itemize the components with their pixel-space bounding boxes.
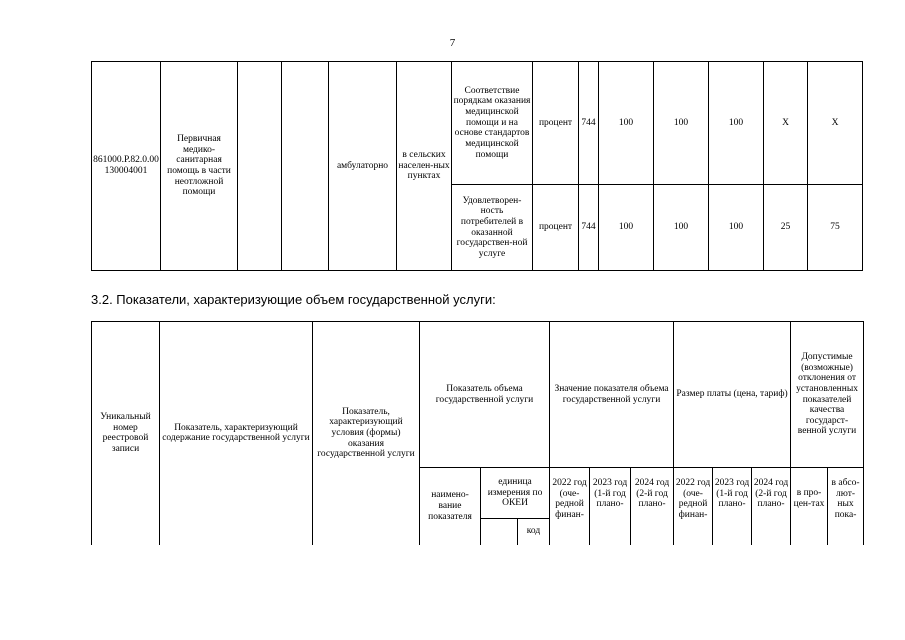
registry-number-cell: 861000.Р.82.0.00130004001 [92,62,161,271]
table-row [92,62,863,185]
value-2024-cell: 100 [709,185,764,271]
value-2024-cell: 100 [709,62,764,185]
header-indicator-name: наимено-вание показателя [420,468,481,545]
header-value-2024: 2024 год (2-й год плано- [631,468,674,545]
header-value: Значение показателя объема государственной услуги [550,322,674,468]
unit-cell: процент [533,185,579,271]
indicator-name-cell: Соответствие порядкам оказания медицинской помощи и на основе стандартов медицинской помощи [452,62,533,185]
header-fee-2023: 2023 год (1-й год плано- [713,468,752,545]
value-2022-cell: 100 [599,62,654,185]
header-volume: Показатель объема государственной услуги [420,322,550,468]
value-2023-cell: 100 [654,62,709,185]
code-cell: 744 [579,62,599,185]
indicator-name-cell: Удовлетворен-ность потребителей в оказанной государствен-ной услуге [452,185,533,271]
header-in-percent: в про-цен-тах [791,468,828,545]
value-2023-cell: 100 [654,185,709,271]
place-cell: в сельских населен-ных пунктах [397,62,452,271]
deviation-percent-cell: 25 [764,185,808,271]
table-header-row [92,322,864,468]
unit-cell: процент [533,62,579,185]
header-in-absolute: в абсо-лют-ных пока- [828,468,864,545]
empty-cell [238,62,282,271]
header-unit: единица измерения по ОКЕИ [481,468,550,519]
header-fee-2022: 2022 год (оче-редной финан- [674,468,713,545]
header-value-2022: 2022 год (оче-редной финан- [550,468,590,545]
header-content: Показатель, характеризующий содержание государственной услуги [160,322,313,545]
value-2022-cell: 100 [599,185,654,271]
header-fee-2024: 2024 год (2-й год плано- [752,468,791,545]
code-cell: 744 [579,185,599,271]
deviation-percent-cell: Х [764,62,808,185]
condition-cell: амбулаторно [329,62,397,271]
volume-indicators-table [91,321,864,545]
header-unit-name [481,519,518,545]
section-title: 3.2. Показатели, характеризующие объем государственной услуги: [91,292,496,307]
header-value-2023: 2023 год (1-й год плано- [590,468,631,545]
service-content-cell: Первичная медико-санитарная помощь в части неотложной помощи [161,62,238,271]
header-code: код [518,519,550,545]
page-number: 7 [449,37,456,49]
deviation-absolute-cell: Х [808,62,863,185]
deviation-absolute-cell: 75 [808,185,863,271]
quality-indicators-table [91,61,863,271]
header-registry: Уникальный номер реестровой записи [92,322,160,545]
empty-cell [282,62,329,271]
header-conditions: Показатель, характеризующий условия (формы) оказания государственной услуги [313,322,420,545]
header-fee: Размер платы (цена, тариф) [674,322,791,468]
header-deviation: Допустимые (возможные) отклонения от установленных показателей качества государст-венной услуги [791,322,864,468]
